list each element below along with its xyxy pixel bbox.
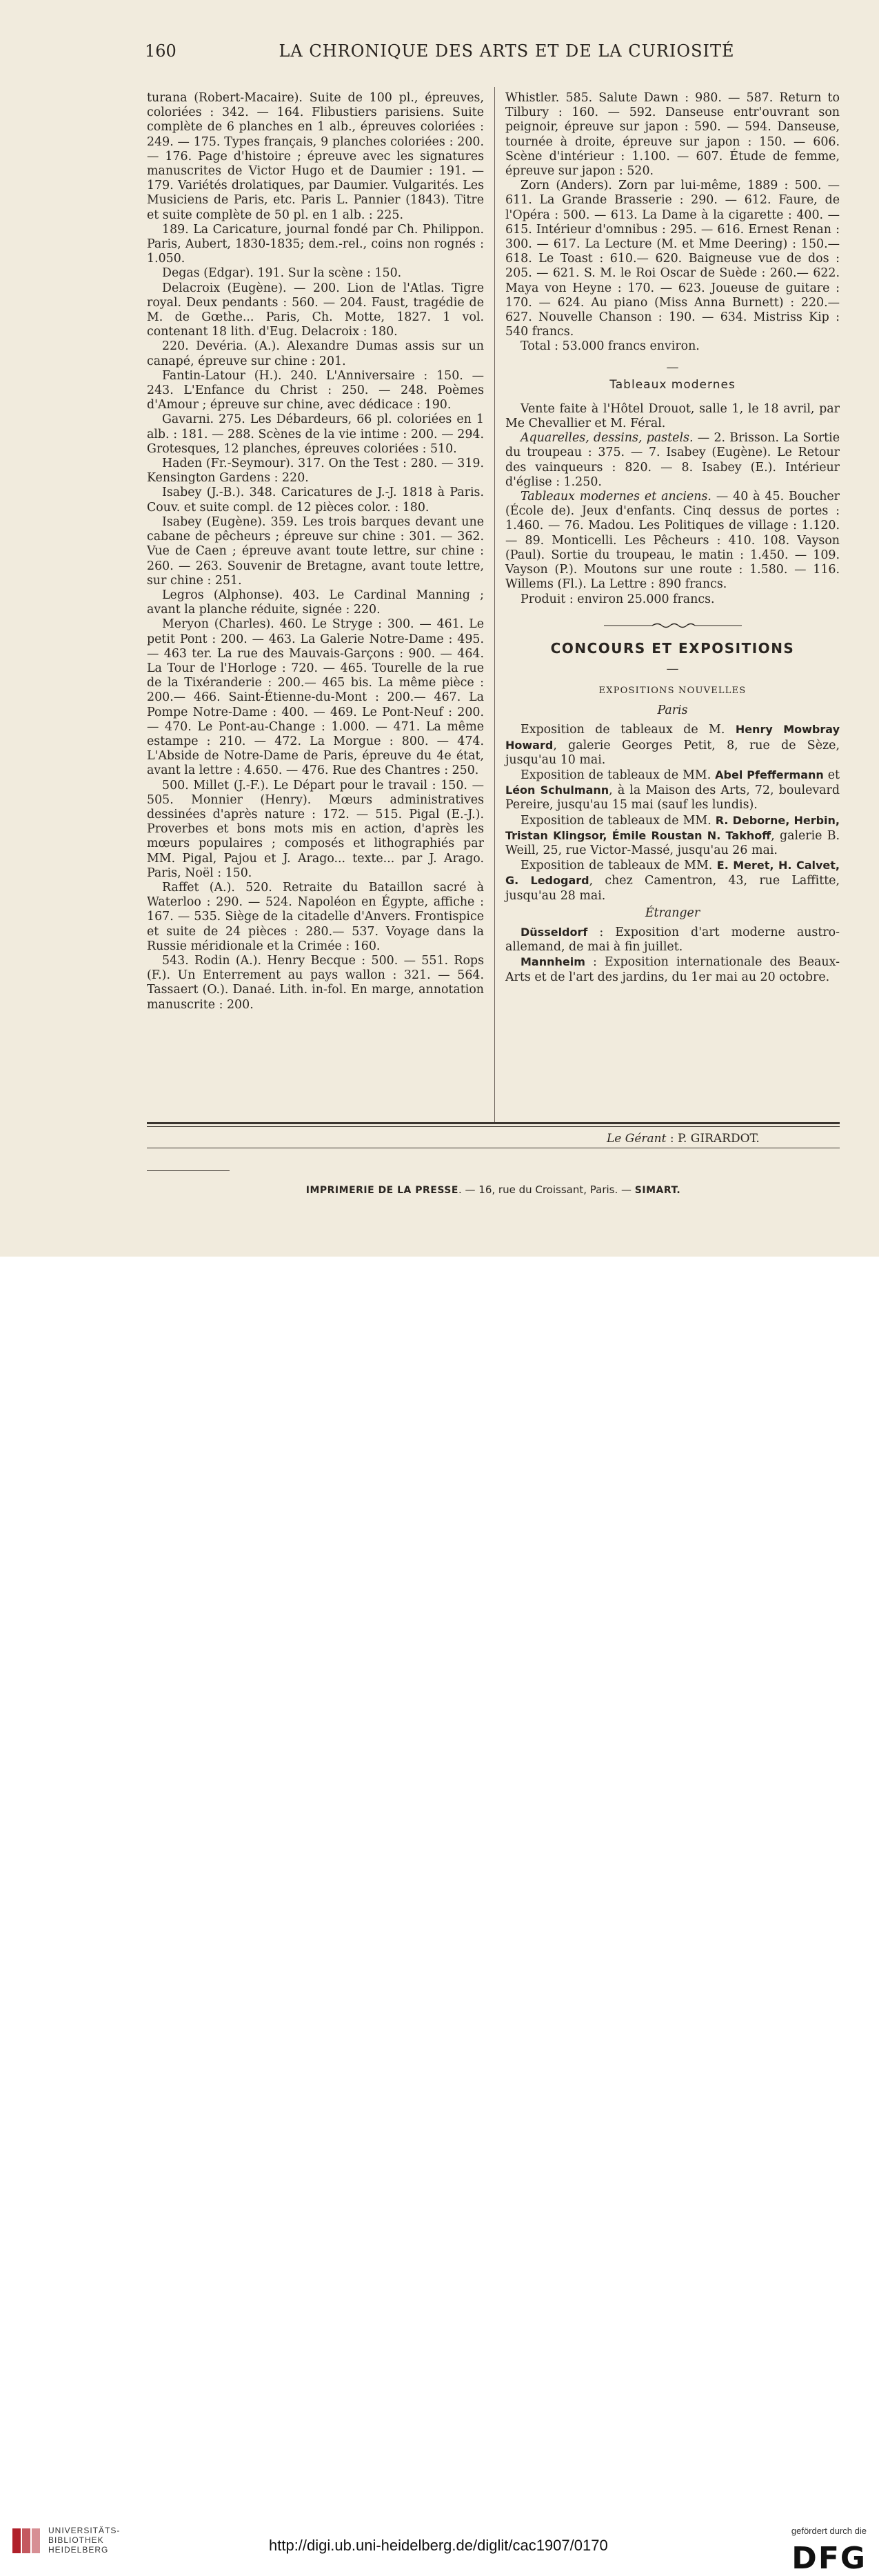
entry-text: : Exposition d'art moderne austro-allemand, de mai à fin juillet. bbox=[505, 925, 840, 955]
library-name-line: BIBLIOTHEK bbox=[48, 2535, 104, 2545]
entry-text: et bbox=[823, 768, 840, 782]
artist-name: Léon Schulmann bbox=[505, 783, 609, 797]
exposition-entry bbox=[505, 768, 840, 813]
artist-name: R. Deborne, Herbin, Tristan Klingsor, Émile Roustan N. Takhoff bbox=[505, 813, 840, 842]
printer-imprint bbox=[147, 1184, 840, 1196]
printer-signature: SIMART. bbox=[634, 1185, 681, 1196]
tableaux-modernes-heading: Tableaux modernes bbox=[609, 377, 736, 392]
paragraph: Meryon (Charles). 460. Le Stryge : 300. — 461. Le petit Pont : 200. — 463. La Galerie Notre-Dame : 495. — 463 ter. La rue des Mauvais-Garçons : 900. — 464. La Tour de l'Horloge : 720. — 465. Tourelle de la rue de la Tixéranderie : 200.— 465 bis. La même pièce : 200.— 466. Saint-Étienne-du-Mont : 200.— 467. La Pompe Notre-Dame : 400. — 469. Le Pont-Neuf : 200. — 470. Le Pont-au-Change : 1.000. — 471. La même estampe : 210. — 472. La Morgue : 800. — 474. L'Abside de Notre-Dame de Paris, épreuve du 4e état, avant la lettre : 4.650. — 476. Rue des Chantres : 250. bbox=[147, 617, 484, 778]
exposition-entry bbox=[505, 955, 840, 984]
paragraph: Delacroix (Eugène). — 200. Lion de l'Atlas. Tigre royal. Deux pendants : 560. — 204. Faust, tragédie de M. de Gœthe... Paris, Ch. Motte, 1827. 1 vol. contenant 18 lith. d'Eug. Delacroix : 180. bbox=[147, 281, 484, 339]
footer-rule bbox=[147, 1126, 840, 1127]
paragraph: turana (Robert-Macaire). Suite de 100 pl., épreuves, coloriées : 342. — 164. Flibustiers parisiens. Suite complète de 6 planches en 1 alb., épreuves coloriées : 249. — 175. Types français, 9 planches coloriées : 200.— 176. Page d'histoire ; épreuve avec les signatures manuscrites de Victor Hugo et de Daumier : 191. — 179. Variétés drolatiques, par Daumier. Vulgarités. Les Musiciens de Paris, etc. Paris L. Pannier (1843). Titre et suite complète de 50 pl. en 1 alb. : 225. bbox=[147, 91, 484, 222]
university-library-logo-icon bbox=[10, 2524, 43, 2557]
entry-text: : Exposition internationale des Beaux-Arts et de l'art des jardins, du 1er mai au 20 octobre. bbox=[505, 955, 840, 984]
footer-rule bbox=[147, 1122, 840, 1124]
paragraph: Whistler. 585. Salute Dawn : 980. — 587. Return to Tilbury : 160. — 592. Danseuse entr'ouvrant son peignoir, épreuve sur japon : 590. — 594. Danseuse, tournée à droite, épreuve sur japon : 150. — 606. Scène d'intérieur : 1.100. — 607. Étude de femme, épreuve sur japon : 520. bbox=[505, 91, 840, 179]
paragraph: Raffet (A.). 520. Retraite du Bataillon sacré à Waterloo : 290. — 524. Napoléon en Égypte, affiche : 167. — 535. Siège de la citadelle d'Anvers. Frontispice et suite de 24 pièces : 280.— 537. Voyage dans la Russie méridionale et la Crimée : 160. bbox=[147, 880, 484, 953]
city-name: Düsseldorf bbox=[521, 925, 588, 939]
expositions-nouvelles-heading: EXPOSITIONS NOUVELLES bbox=[598, 685, 747, 696]
running-head bbox=[145, 41, 765, 63]
permalink-url[interactable]: http://digi.ub.uni-heidelberg.de/diglit/cac1907/0170 bbox=[269, 2537, 608, 2554]
paragraph: Zorn (Anders). Zorn par lui-même, 1889 : 500. — 611. La Grande Brasserie : 290. — 612. Faure, de l'Opéra : 500. — 613. La Dame à la cigarette : 400. — 615. Intérieur d'omnibus : 295. — 616. Ernest Renan : 300. — 617. La Lecture (M. et Mme Deering) : 150.— 618. Le Toast : 610.— 620. Baigneuse vue de dos : 205. — 621. S. M. le Roi Oscar de Suède : 260.— 622. Maya von Heyne : 170. — 623. Joueuse de guitare : 170. — 624. Au piano (Miss Anna Burnett) : 220.— 627. Nouvelle Chanson : 190. — 634. Mistriss Kip : 540 francs. bbox=[505, 179, 840, 339]
entry-text: , galerie Georges Petit, 8, rue de Sèze, jusqu'au 10 mai. bbox=[505, 738, 840, 767]
library-footer-bar bbox=[0, 1257, 879, 2576]
paragraph: Isabey (Eugène). 359. Les trois barques devant une cabane de pêcheurs ; épreuve sur chine : 301. — 362. Vue de Caen ; épreuve avant toute lettre, sur chine : 260. — 263. Souvenir de Bretagne, avant toute lettre, sur chine : 251. bbox=[147, 515, 484, 588]
paragraph: Produit : environ 25.000 francs. bbox=[521, 592, 715, 606]
gerant-name: : P. GIRARDOT. bbox=[666, 1132, 760, 1146]
ornament-divider-icon bbox=[604, 621, 742, 630]
short-rule bbox=[147, 1170, 230, 1171]
paragraph bbox=[505, 431, 840, 490]
section-dash: — bbox=[666, 359, 679, 375]
funded-by-label: gefördert durch die bbox=[791, 2526, 867, 2536]
paragraph bbox=[505, 490, 840, 592]
category-text: — 40 à 45. Boucher (École de). Jeux d'enfants. Cinq dessus de portes : 1.460. — 76. Madou. Les Politiques de village : 1.120. — 89. Monticelli. Les Pêcheurs : 410. 108. Vayson (Paul). Sortie du troupeau, le matin : 1.450. — 109. Vayson (P.). Moutons sur une route : 1.580. — 116. Willems (Fl.). La Lettre : 890 francs. bbox=[505, 490, 840, 592]
paragraph: 543. Rodin (A.). Henry Becque : 500. — 551. Rops (F.). Un Enterrement au pays wallon : 321. — 564. Tassaert (O.). Danaé. Lith. in-fol. En marge, annotation manuscrite : 200. bbox=[147, 953, 484, 1012]
entry-text: Exposition de tableaux de MM. bbox=[521, 768, 716, 782]
entry-text: Exposition de tableaux de MM. bbox=[521, 813, 716, 828]
paragraph: 500. Millet (J.-F.). Le Départ pour le travail : 150. — 505. Monnier (Henry). Mœurs administratives dessinées d'après nature : 172. — 515. Pigal (E.-J.). Proverbes et bons mots mis en action, d'après les mœurs populaires ; composés et lithographiés par MM. Pigal, Pajou et J. Arago... texte... par J. Arago. Paris, Noël : 150. bbox=[147, 778, 484, 880]
artist-name: Abel Pfeffermann bbox=[715, 768, 824, 781]
category-label: Tableaux modernes et anciens. bbox=[521, 490, 711, 504]
entry-text: , à la Maison des Arts, 72, boulevard Pereire, jusqu'au 15 mai (sauf les lundis). bbox=[505, 783, 840, 812]
right-column bbox=[505, 91, 840, 985]
gerant-label: Le Gérant bbox=[607, 1132, 667, 1146]
printer-address: . — 16, rue du Croissant, Paris. — bbox=[458, 1184, 635, 1196]
paragraph: Isabey (J.-B.). 348. Caricatures de J.-J. 1818 à Paris. Couv. et suite compl. de 12 pièces color. : 180. bbox=[147, 486, 484, 515]
paragraph: 189. La Caricature, journal fondé par Ch. Philippon. Paris, Aubert, 1830-1835; dem.-rel., coins non rognés : 1.050. bbox=[147, 222, 484, 266]
exposition-entry bbox=[505, 722, 840, 768]
library-name bbox=[48, 2526, 120, 2555]
paragraph: Fantin-Latour (H.). 240. L'Anniversaire : 150. — 243. L'Enfance du Christ : 250. — 248. Poèmes d'Amour ; épreuve sur chine, avec dédicace : 190. bbox=[147, 368, 484, 412]
exposition-entry bbox=[505, 858, 840, 903]
place-heading-etranger: Étranger bbox=[645, 906, 700, 920]
paragraph: Haden (Fr.-Seymour). 317. On the Test : 280. — 319. Kensington Gardens : 220. bbox=[147, 457, 484, 486]
place-heading-paris: Paris bbox=[657, 703, 688, 718]
paragraph: Legros (Alphonse). 403. Le Cardinal Manning ; avant la planche réduite, signée : 220. bbox=[147, 588, 484, 617]
entry-text: , galerie B. Weill, 25, rue Victor-Massé, jusqu'au 26 mai. bbox=[505, 828, 840, 857]
paragraph: Total : 53.000 francs environ. bbox=[521, 339, 700, 354]
left-column bbox=[147, 91, 484, 1012]
exposition-entry bbox=[505, 813, 840, 859]
page-number: 160 bbox=[145, 41, 176, 61]
entry-text: , chez Camentron, 43, rue Laffitte, jusqu'au 28 mai. bbox=[505, 874, 840, 903]
journal-title: LA CHRONIQUE DES ARTS ET DE LA CURIOSITÉ bbox=[279, 41, 735, 61]
entry-text: Exposition de tableaux de MM. bbox=[521, 859, 717, 873]
paragraph: Vente faite à l'Hôtel Drouot, salle 1, le 18 avril, par Me Chevallier et M. Féral. bbox=[505, 401, 840, 431]
gerant-signature bbox=[607, 1132, 760, 1146]
column-divider bbox=[494, 87, 495, 1123]
library-name-line: HEIDELBERG bbox=[48, 2545, 109, 2555]
artist-name: E. Meret, H. Calvet, G. Ledogard bbox=[505, 859, 840, 888]
entry-text: Exposition de tableaux de M. bbox=[521, 723, 736, 737]
library-name-line: UNIVERSITÄTS- bbox=[48, 2526, 121, 2535]
category-text: — 2. Brisson. La Sortie du troupeau : 375. — 7. Isabey (Eugène). Le Retour des vainqueurs : 820. — 8. Isabey (E.). Intérieur d'église : 1.250. bbox=[505, 431, 840, 489]
paragraph: 220. Devéria. (A.). Alexandre Dumas assis sur un canapé, épreuve sur chine : 201. bbox=[147, 339, 484, 368]
paragraph: Gavarni. 275. Les Débardeurs, 66 pl. coloriées en 1 alb. : 181. — 288. Scènes de la vie intime : 200. — 294. Grotesques, 12 planches, épreuves coloriées : 510. bbox=[147, 412, 484, 456]
concours-heading: CONCOURS ET EXPOSITIONS bbox=[550, 639, 795, 657]
printer-name: IMPRIMERIE DE LA PRESSE bbox=[305, 1185, 458, 1196]
artist-name: Henry Mowbray Howard bbox=[505, 723, 840, 752]
exposition-entry bbox=[505, 925, 840, 955]
dfg-logo: DFG bbox=[791, 2541, 867, 2576]
city-name: Mannheim bbox=[521, 955, 585, 969]
section-dash: — bbox=[666, 661, 679, 676]
scanned-page bbox=[0, 0, 879, 1257]
paragraph: Degas (Edgar). 191. Sur la scène : 150. bbox=[162, 266, 402, 281]
category-label: Aquarelles, dessins, pastels. bbox=[521, 431, 694, 446]
